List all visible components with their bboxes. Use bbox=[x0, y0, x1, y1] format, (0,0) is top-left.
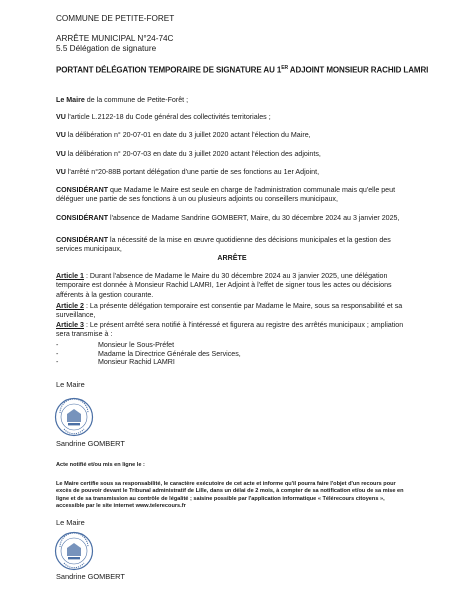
considerant-item: CONSIDÉRANT que Madame le Maire est seule en charge de l'administration communale mais qu'elle peut déléguer une partie de ses fonctions à un ou plusieurs adjoints ou conseillers municipaux, bbox=[56, 186, 396, 204]
signature-label: Le Maire bbox=[56, 518, 85, 527]
signatory-name: Sandrine GOMBERT bbox=[56, 439, 125, 448]
document-title: PORTANT DÉLÉGATION TEMPORAIRE DE SIGNATURE AU 1ER ADJOINT MONSIEUR RACHID LAMRI bbox=[56, 65, 429, 75]
signature-label: Le Maire bbox=[56, 380, 85, 389]
municipal-seal-icon bbox=[54, 531, 94, 571]
considerant-item: CONSIDÉRANT l'absence de Madame Sandrine GOMBERT, Maire, du 30 décembre 2024 au 3 janvier 2025, bbox=[56, 214, 400, 222]
section-label: 5.5 Délégation de signature bbox=[56, 44, 157, 53]
recipient-item: - Monsieur Rachid LAMRI bbox=[56, 358, 175, 367]
vu-item: VU la délibération n° 20-07-03 en date du 3 juillet 2020 actant l'élection des adjoints, bbox=[56, 150, 321, 158]
recipient-list bbox=[56, 341, 241, 367]
arrete-number: ARRÊTE MUNICIPAL N°24-74C bbox=[56, 34, 174, 43]
vu-item: VU la délibération n° 20-07-01 en date du 3 juillet 2020 actant l'élection du Maire, bbox=[56, 131, 311, 139]
article-3: Article 3 : Le présent arrêté sera notifié à l'intéressé et figurera au registre des arrêtés municipaux ; ampliation sera transmise à : bbox=[56, 321, 404, 339]
article-2: Article 2 : La présente délégation temporaire est consentie par Madame le Maire, sous sa responsabilité et sa surveillance, bbox=[56, 302, 403, 320]
mayor-line: Le Maire de la commune de Petite-Forêt ; bbox=[56, 96, 189, 104]
legal-notice: Le Maire certifie sous sa responsabilité, le caractère exécutoire de cet acte et informe qu'il pourra faire l'objet d'un recours pour excès de pouvoir devant le Tribunal administratif de Lille, dans un délai de 2 mois, à compter de sa notification et/ou de sa mise en ligne et de sa transmission au contrôle de légalité ; saisine possible par l'application informatique « Télérecours citoyens », accessible par le site internet www.telerecours.fr bbox=[56, 481, 404, 510]
municipal-seal-icon bbox=[54, 397, 94, 437]
recipient-item: - Monsieur le Sous-Préfet bbox=[56, 341, 175, 349]
notified-line: Acte notifié et/ou mis en ligne le : bbox=[56, 462, 145, 468]
considerant-item: CONSIDÉRANT la nécessité de la mise en œuvre quotidienne des décisions municipales et la gestion des services municipaux, bbox=[56, 236, 391, 254]
vu-item: VU l'article L.2122-18 du Code général des collectivités territoriales ; bbox=[56, 113, 271, 121]
article-1: Article 1 : Durant l'absence de Madame le Maire du 30 décembre 2024 au 3 janvier 2025, une délégation temporaire est donnée à Monsieur Rachid LAMRI, 1er Adjoint à l'effet de signer tous les actes ou décisions afférents à la gestion courante. bbox=[56, 272, 392, 299]
signatory-name: Sandrine GOMBERT bbox=[56, 572, 125, 581]
vu-item: VU l'arrêté n°20-88B portant délégation d'une partie de ses fonctions au 1er Adjoint, bbox=[56, 168, 320, 176]
recipient-item: - Madame la Directrice Générale des Services, bbox=[56, 349, 241, 358]
commune-name: COMMUNE DE PETITE-FORET bbox=[56, 14, 175, 23]
arrete-heading: ARRÊTE bbox=[217, 254, 247, 262]
